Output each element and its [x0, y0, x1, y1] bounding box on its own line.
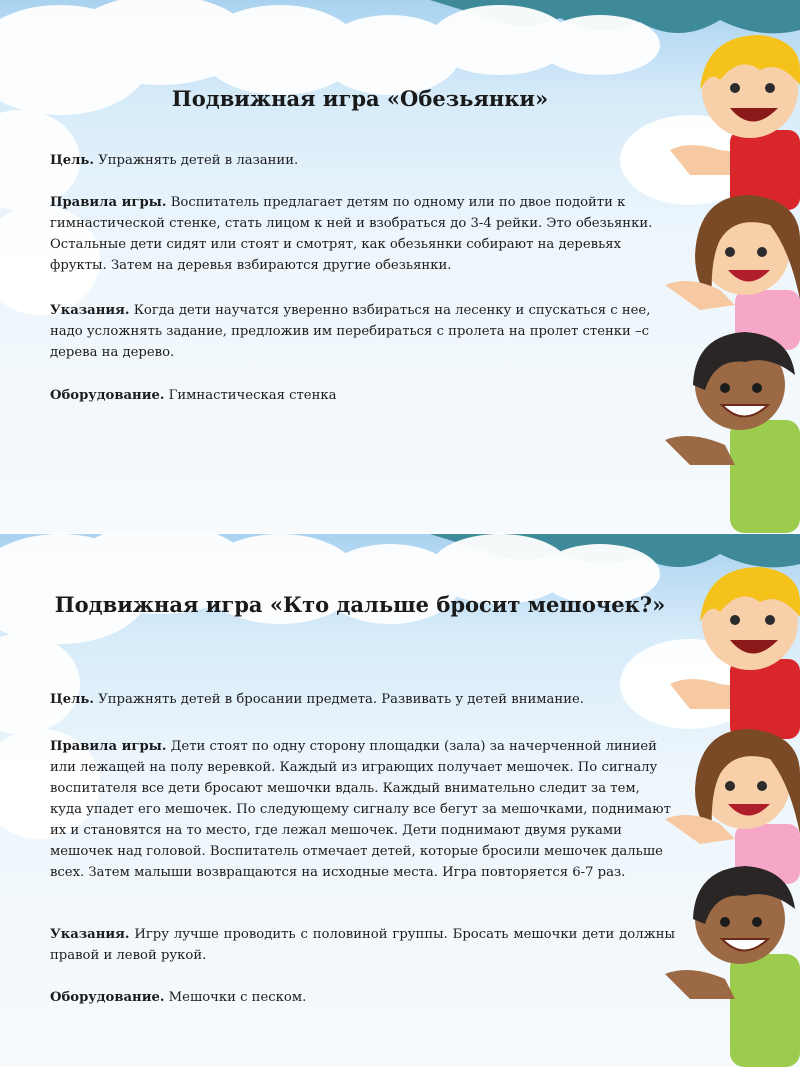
equipment-paragraph: [50, 987, 675, 1008]
slide-2: [0, 534, 800, 1067]
brown-haired-girl-icon: [665, 729, 800, 884]
notes-text: Игру лучше проводить с половиной группы. Бросать мешочки дети должны правой и левой рукой.: [50, 927, 675, 963]
equipment-text: Мешочки с песком.: [168, 990, 307, 1005]
goal-paragraph: [50, 150, 675, 171]
equipment-label: Оборудование.: [50, 990, 165, 1005]
rules-text: Воспитатель предлагает детям по одному или по двое подойти к гимнастической стенке, стать лицом к ней и взобраться до 3-4 рейки. Это обезьянки. Остальные дети сидят или стоят и смотрят, как обезьянки собирают на деревьях фрукты. Затем на деревья взбираются другие обезьянки.: [50, 195, 653, 273]
rules-paragraph: [50, 736, 675, 883]
notes-text: Когда дети научатся уверенно взбираться на лесенку и спускаться с нее, надо усложнять задание, предложив им перебираться с пролета на пролет стенки –с дерева на дерево.: [50, 303, 651, 360]
notes-label: Указания.: [50, 927, 130, 942]
goal-text: Упражнять детей в лазании.: [98, 153, 299, 168]
notes-paragraph: [50, 300, 675, 363]
dark-haired-boy-icon: [665, 866, 800, 1067]
notes-paragraph: [50, 924, 675, 966]
dark-haired-boy-icon: [665, 332, 800, 533]
rules-label: Правила игры.: [50, 195, 167, 210]
slide-2-title: Подвижная игра «Кто дальше бросит мешочек?»: [54, 592, 666, 617]
equipment-paragraph: [50, 385, 675, 406]
slide-1-title: Подвижная игра «Обезьянки»: [171, 86, 549, 111]
rules-text: Дети стоят по одну сторону площадки (зала) за начерченной линией или лежащей на полу веревкой. Каждый из играющих получает мешочек. По сигналу воспитателя все дети бросают мешочки вдаль. Каждый внимательно следит за тем, куда упадет его мешочек. По следующему сигналу все бегут за мешочками, поднимают их и становятся на то место, где лежал мешочек. Дети поднимают двумя руками мешочек над головой. Воспитатель отмечает детей, которые бросили мешочек дальше всех. Затем малыши возвращаются на исходные места. Игра повторяется 6-7 раз.: [50, 739, 671, 880]
equipment-label: Оборудование.: [50, 388, 165, 403]
slide-1: [0, 0, 800, 533]
rules-label: Правила игры.: [50, 739, 167, 754]
equipment-text: Гимнастическая стенка: [168, 388, 337, 403]
goal-label: Цель.: [50, 153, 94, 168]
goal-text: Упражнять детей в бросании предмета. Развивать у детей внимание.: [98, 692, 584, 707]
goal-paragraph: [50, 689, 675, 710]
goal-label: Цель.: [50, 692, 94, 707]
brown-haired-girl-icon: [665, 195, 800, 350]
notes-label: Указания.: [50, 303, 130, 318]
rules-paragraph: [50, 192, 675, 276]
